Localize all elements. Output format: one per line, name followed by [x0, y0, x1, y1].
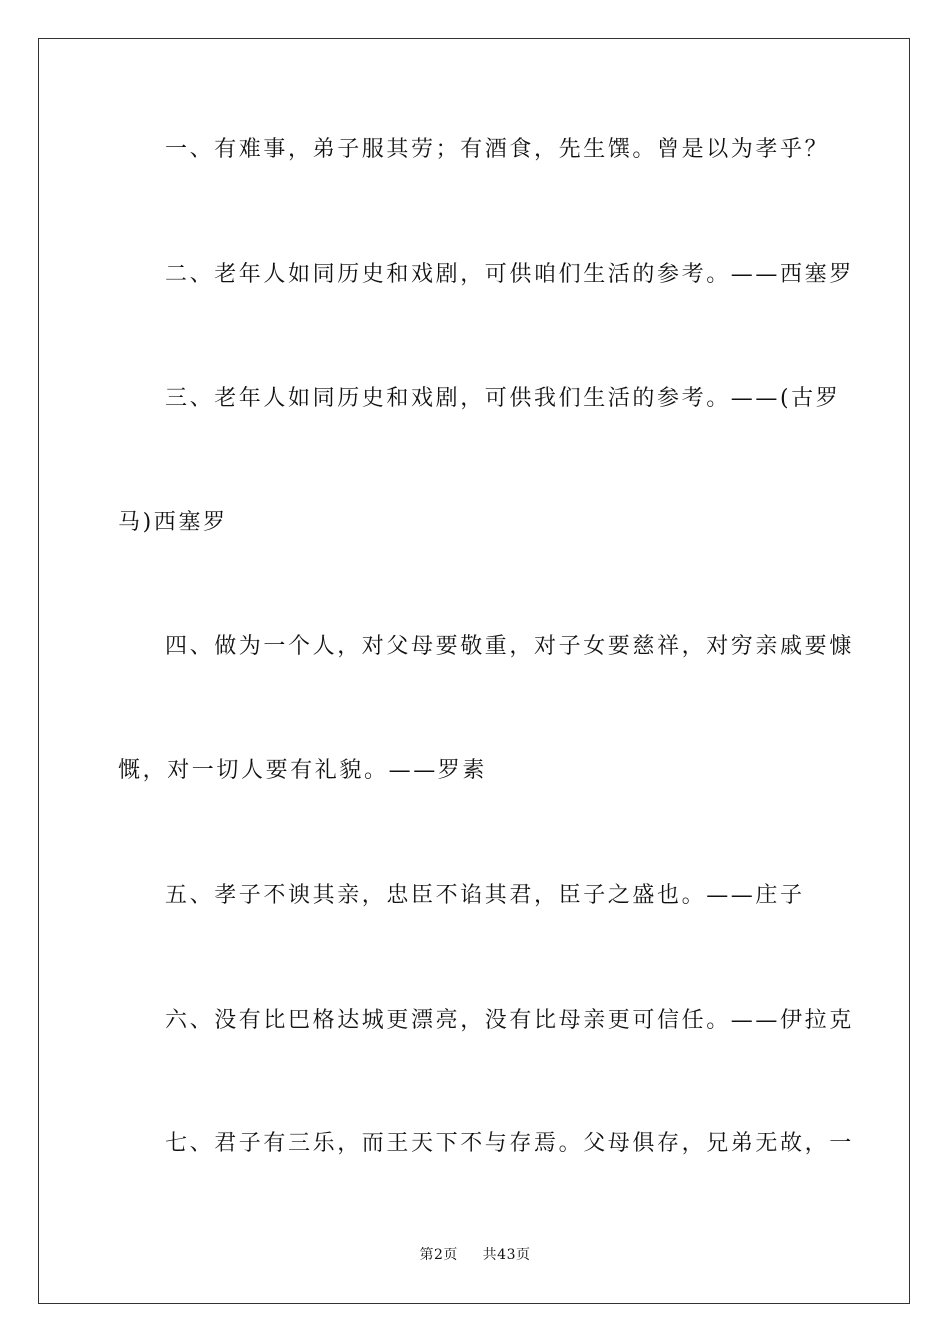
- quote-line-4: 四、做为一个人，对父母要敬重，对子女要慈祥，对穷亲戚要慷: [165, 634, 854, 659]
- quote-line-5: 五、孝子不谀其亲，忠臣不谄其君，臣子之盛也。——庄子: [165, 883, 805, 908]
- page-number: 第2页: [419, 1247, 458, 1263]
- quote-line-4-continued: 慨，对一切人要有礼貌。——罗素: [118, 758, 488, 783]
- page-footer: [0, 1246, 950, 1264]
- page-separator: [463, 1247, 478, 1263]
- page-total: 共43页: [482, 1247, 531, 1263]
- quote-line-3: 三、老年人如同历史和戏剧，可供我们生活的参考。——(古罗: [165, 386, 841, 411]
- quote-line-7: 七、君子有三乐，而王天下不与存焉。父母俱存，兄弟无故，一: [165, 1131, 854, 1156]
- quote-line-1: 一、有难事，弟子服其劳；有酒食，先生馔。曾是以为孝乎？: [165, 137, 830, 162]
- quote-line-3-continued: 马)西塞罗: [118, 510, 228, 535]
- quote-line-6: 六、没有比巴格达城更漂亮，没有比母亲更可信任。——伊拉克: [165, 1008, 854, 1033]
- quote-line-2: 二、老年人如同历史和戏剧，可供咱们生活的参考。——西塞罗: [165, 262, 854, 287]
- page-frame: [38, 38, 910, 1304]
